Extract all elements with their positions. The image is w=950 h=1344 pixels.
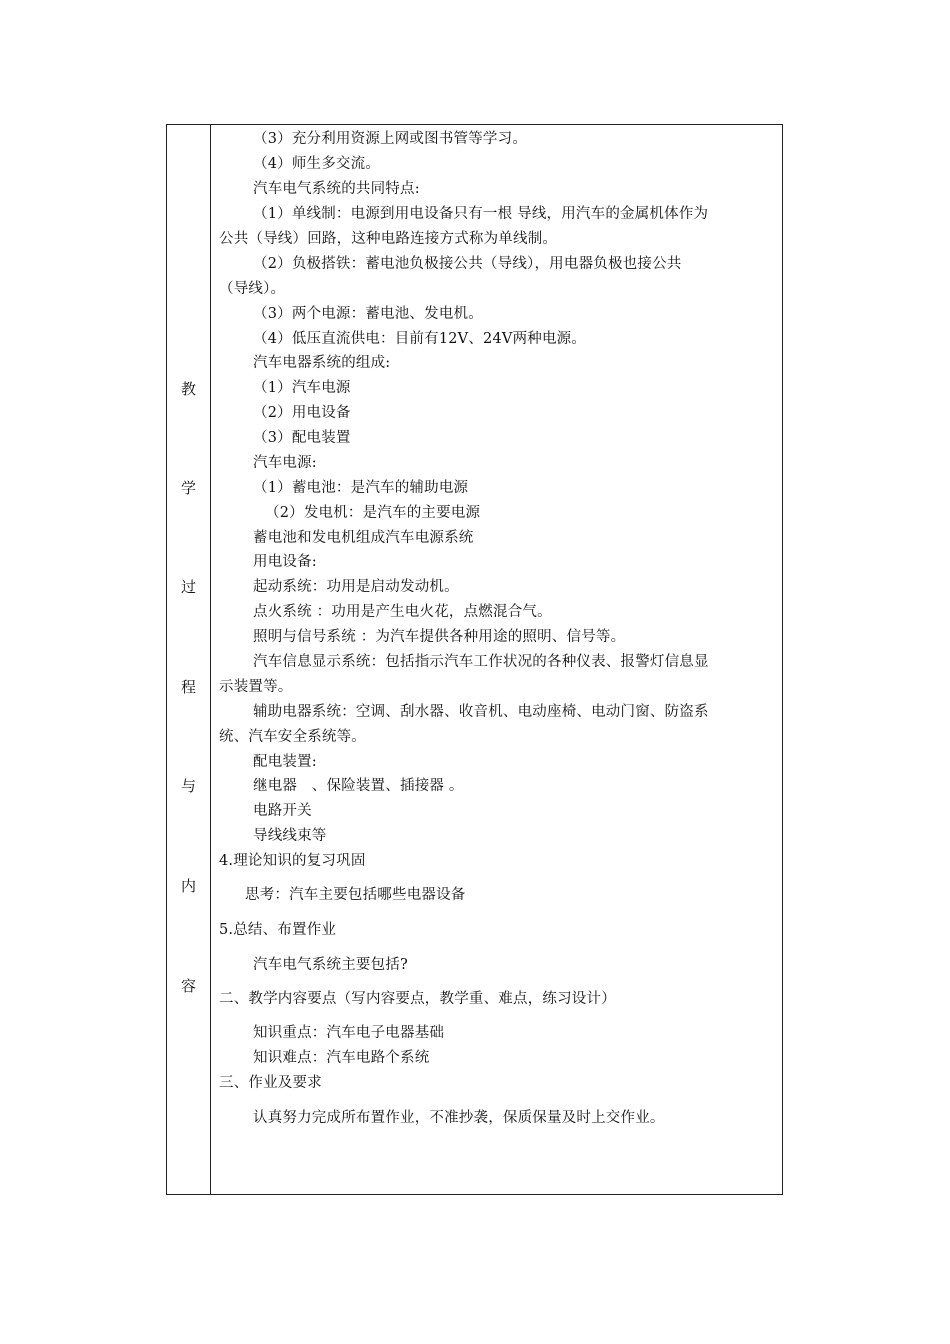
content-line: 蓄电池和发电机组成汽车电源系统: [253, 530, 474, 546]
content-line: 思考：汽车主要包括哪些电器设备: [245, 887, 466, 903]
content-line: 电路开关: [253, 803, 312, 819]
content-line: 点火系统 ：功用是产生电火花，点燃混合气。: [253, 604, 552, 620]
content-line: 起动系统：功用是启动发动机。: [253, 579, 459, 595]
content-line: （1）单线制：电源到用电设备只有一根 导线，用汽车的金属机体作为: [253, 206, 709, 222]
lesson-table: [166, 124, 783, 1195]
content-line: （2）用电设备: [253, 405, 351, 421]
content-line: 配电装置:: [253, 754, 317, 770]
content-line: 统、汽车安全系统等。: [219, 729, 366, 745]
side-label-char: 与: [180, 777, 196, 795]
content-line: （2）负极搭铁：蓄电池负极接公共（导线），用电器负极也接公共: [253, 256, 682, 272]
content-line: （3）配电装置: [253, 430, 351, 446]
content-line: （1）蓄电池：是汽车的辅助电源: [253, 480, 469, 496]
content-line: 继电器 、保险装置、插接器 。: [253, 778, 464, 794]
side-label-char: 程: [180, 678, 196, 696]
side-label-char: 容: [180, 977, 196, 995]
content-line: 知识难点：汽车电路个系统: [253, 1050, 430, 1066]
content-line: 二、教学内容要点（写内容要点，教学重、难点，练习设计）: [219, 991, 616, 1007]
content-line: （3）两个电源：蓄电池、发电机。: [253, 306, 483, 322]
column-divider: [210, 125, 211, 1194]
content-line: （导线）。: [219, 281, 286, 297]
content-line: 汽车信息显示系统：包括指示汽车工作状况的各种仪表、报警灯信息显: [253, 654, 709, 670]
content-line: （2）发电机：是汽车的主要电源: [265, 505, 481, 521]
side-label-char: 学: [180, 479, 196, 497]
content-line: （1）汽车电源: [253, 380, 351, 396]
side-label-char: 内: [180, 877, 196, 895]
content-line: 汽车电器系统的组成:: [253, 355, 391, 371]
content-line: 照明与信号系统 ：为汽车提供各种用途的照明、信号等。: [253, 629, 626, 645]
content-line: 导线线束等: [253, 828, 327, 844]
content-line: （4）师生多交流。: [253, 156, 381, 172]
content-line: 用电设备:: [253, 554, 317, 570]
content-line: （3）充分利用资源上网或图书管等学习。: [253, 131, 528, 147]
side-label-char: 教: [180, 380, 196, 398]
content-line: （4）低压直流供电：目前有12V、24V两种电源。: [253, 331, 587, 347]
content-line: 辅助电器系统：空调、刮水器、收音机、电动座椅、电动门窗、防盗系: [253, 704, 709, 720]
content-line: 公共（导线）回路，这种电路连接方式称为单线制。: [219, 231, 558, 247]
content-line: 三、作业及要求: [219, 1075, 322, 1091]
content-line: 4.理论知识的复习巩固: [219, 853, 366, 869]
content-line: 汽车电源:: [253, 455, 317, 471]
content-line: 知识重点：汽车电子电器基础: [253, 1025, 445, 1041]
content-line: 示装置等。: [219, 679, 293, 695]
content-line: 5.总结、布置作业: [219, 922, 337, 938]
content-line: 汽车电气系统主要包括?: [253, 957, 408, 973]
content-line: 认真努力完成所布置作业，不准抄袭，保质保量及时上交作业。: [253, 1110, 665, 1126]
side-label-char: 过: [180, 578, 196, 596]
content-line: 汽车电气系统的共同特点:: [253, 181, 420, 197]
